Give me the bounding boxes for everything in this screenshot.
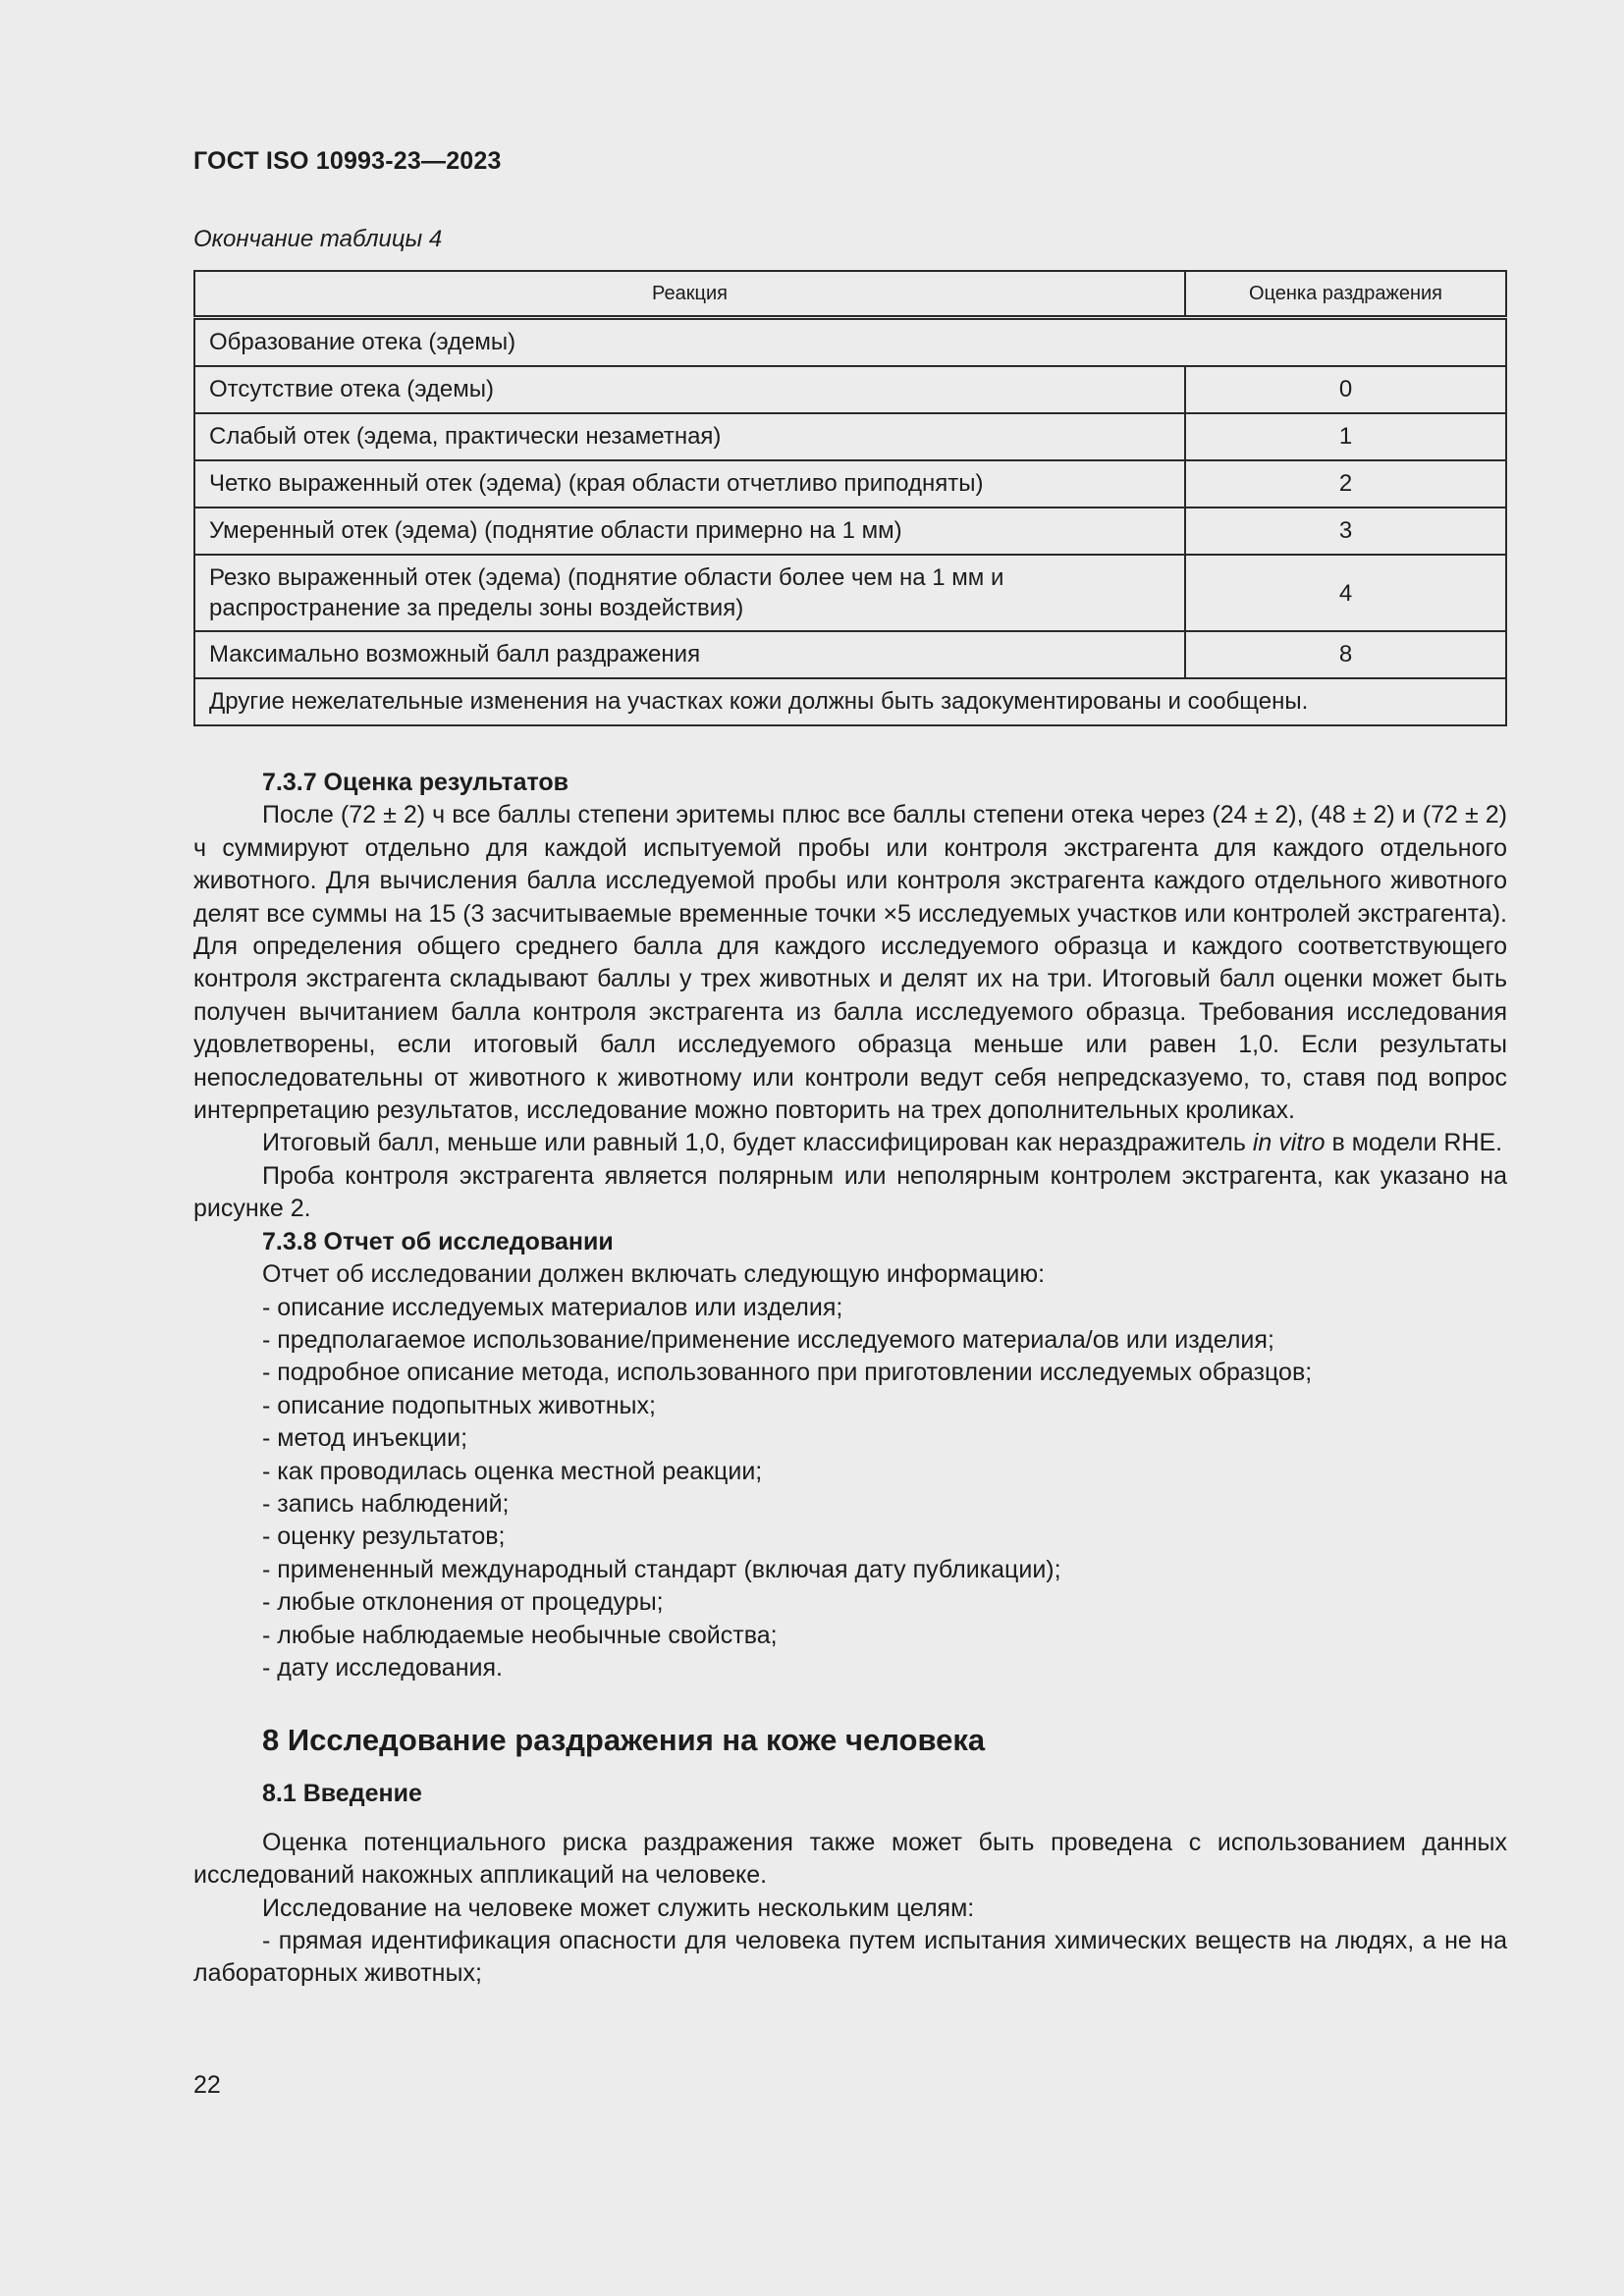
italic-term: in vitro [1252, 1129, 1326, 1157]
list-item: - оценку результатов; [262, 1522, 506, 1551]
reaction-cell: Слабый отек (эдема, практически незаметная) [194, 413, 1185, 460]
score-cell: 2 [1185, 460, 1506, 507]
group-title-cell: Образование отека (эдемы) [194, 318, 1506, 367]
paragraph: После (72 ± 2) ч все баллы степени эритемы плюс все баллы степени отека через (24 ± 2), (48 ± 2) и (72 ± 2) ч суммируют отдельно для каждой испытуемой пробы или контроля экстрагента для каждого отдельного животного. Для вычисления балла исследуемой пробы или контроля экстрагента каждого отдельного животного делят все суммы на 15 (3 засчитываемые временные точки ×5 исследуемых участков или контролей экстрагента). Для определения общего среднего балла для каждого исследуемого образца и каждого соответствующего контроля экстрагента складывают баллы у трех животных и делят их на три. Итоговый балл оценки может быть получен вычитанием балла контроля экстрагента из балла исследуемого образца. Требования исследования удовлетворены, если итоговый балл исследуемого образца меньше или равен 1,0. Если результаты непоследовательны от животного к животному или контроли ведут себя непредсказуемо, то, ставя под вопрос интерпретацию результатов, исследование можно повторить на трех дополнительных кроликах. [193, 801, 1507, 1125]
column-header-reaction: Реакция [194, 271, 1185, 318]
score-cell: 0 [1185, 366, 1506, 413]
list-item: - предполагаемое использование/применение исследуемого материала/ов или изделия; [262, 1325, 1274, 1354]
paragraph: Проба контроля экстрагента является полярным или неполярным контролем экстрагента, как указано на рисунке 2. [193, 1161, 1507, 1223]
score-cell: 8 [1185, 631, 1506, 678]
paragraph-text: Итоговый балл, меньше или равный 1,0, будет классифицирован как нераздражитель [262, 1129, 1246, 1157]
section-heading-7-3-8: 7.3.8 Отчет об исследовании [262, 1227, 614, 1255]
reaction-cell: Максимально возможный балл раздражения [194, 631, 1185, 678]
table-group-row [194, 318, 1506, 367]
reaction-line: Резко выраженный отек (эдема) (поднятие области более чем на 1 мм и [209, 564, 1004, 591]
reaction-cell: Отсутствие отека (эдемы) [194, 366, 1185, 413]
score-cell: 1 [1185, 413, 1506, 460]
reaction-line: распространение за пределы зоны воздействия) [209, 595, 744, 621]
table-row [194, 555, 1506, 631]
list-item: - описание исследуемых материалов или изделия; [262, 1293, 843, 1321]
table-row [194, 631, 1506, 678]
list-item: - прямая идентификация опасности для человека путем испытания химических веществ на людях, а не на лабораторных животных; [193, 1927, 1507, 1988]
table-footnote: Другие нежелательные изменения на участках кожи должны быть задокументированы и сообщены. [194, 678, 1506, 725]
table-row [194, 413, 1506, 460]
table-row [194, 366, 1506, 413]
body-text [193, 767, 1507, 1991]
list-intro: Отчет об исследовании должен включать следующую информацию: [262, 1260, 1046, 1289]
list-item: - описание подопытных животных; [262, 1391, 656, 1419]
score-cell: 4 [1185, 555, 1506, 631]
list-item: - метод инъекции; [262, 1424, 468, 1453]
column-header-score: Оценка раздражения [1185, 271, 1506, 318]
list-item: - подробное описание метода, использованного при приготовлении исследуемых образцов; [262, 1359, 1313, 1387]
section-heading-7-3-7: 7.3.7 Оценка результатов [262, 769, 569, 796]
irritation-table [193, 270, 1507, 726]
table-caption: Окончание таблицы 4 [193, 226, 443, 252]
reaction-cell: Четко выраженный отек (эдема) (края области отчетливо приподняты) [194, 460, 1185, 507]
section-heading-8: 8 Исследование раздражения на коже человека [262, 1723, 986, 1758]
list-item: - запись наблюдений; [262, 1489, 510, 1518]
table-row [194, 507, 1506, 555]
document-header: ГОСТ ISO 10993-23—2023 [193, 147, 502, 175]
section-heading-8-1: 8.1 Введение [262, 1780, 422, 1808]
list-item: - дату исследования. [262, 1653, 503, 1682]
paragraph: Исследование на человеке может служить нескольким целям: [262, 1894, 975, 1922]
table-header-row [194, 271, 1506, 318]
list-item: - любые наблюдаемые необычные свойства; [262, 1621, 778, 1649]
list-item: - как проводилась оценка местной реакции; [262, 1457, 763, 1485]
page-number: 22 [193, 2071, 221, 2099]
table-footer-row [194, 678, 1506, 725]
paragraph [193, 1127, 1507, 1159]
reaction-cell [194, 555, 1185, 631]
reaction-cell: Умеренный отек (эдема) (поднятие области примерно на 1 мм) [194, 507, 1185, 555]
score-cell: 3 [1185, 507, 1506, 555]
list-item: - примененный международный стандарт (включая дату публикации); [262, 1555, 1061, 1583]
table-row [194, 460, 1506, 507]
list-item: - любые отклонения от процедуры; [262, 1588, 664, 1617]
paragraph: Оценка потенциального риска раздражения также может быть проведена с использованием данных исследований накожных аппликаций на человеке. [193, 1828, 1507, 1890]
paragraph-text: в модели RHE. [1331, 1129, 1503, 1157]
